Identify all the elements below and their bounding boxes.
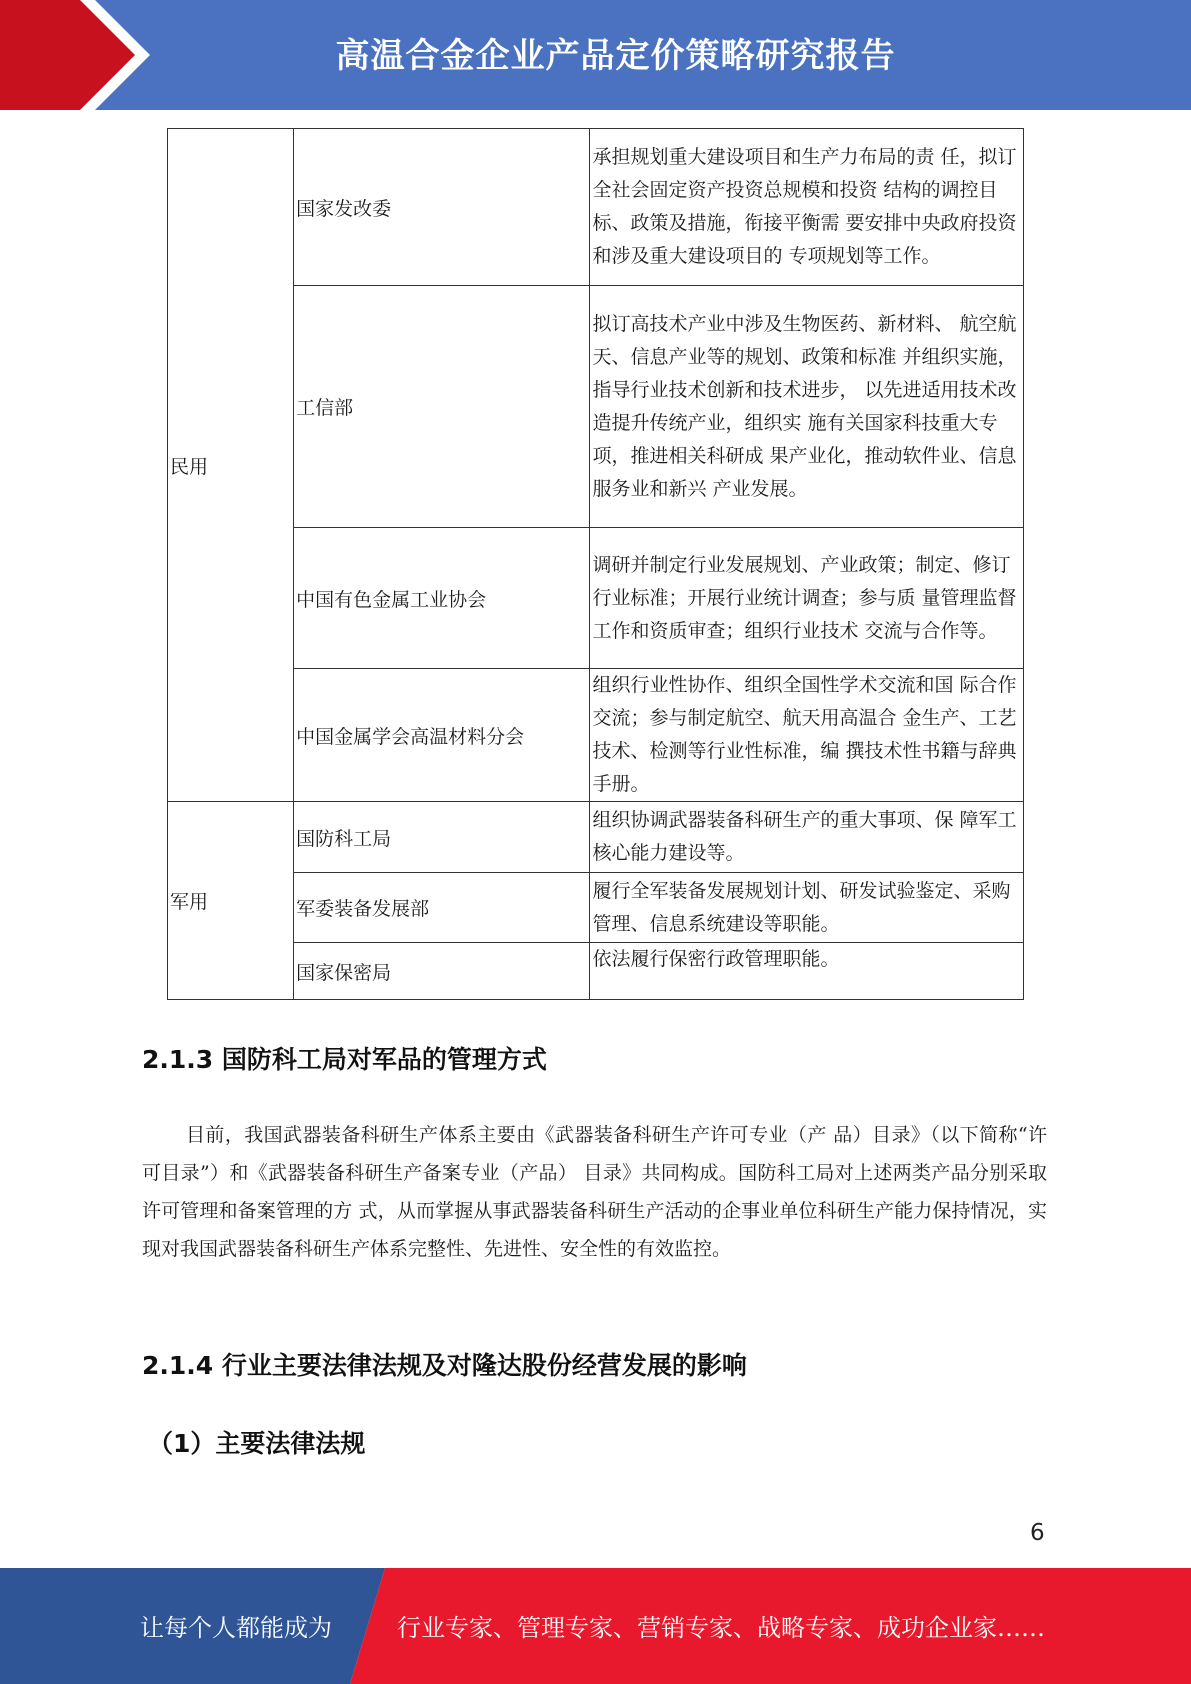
org-cell: 中国金属学会高温材料分会 <box>294 669 590 802</box>
report-title: 高温合金企业产品定价策略研究报告 <box>335 36 896 76</box>
table-row <box>168 528 1024 669</box>
duty-cell: 履行全军装备发展规划计划、研发试验鉴定、采购管理、信息系统建设等职能。 <box>590 873 1024 943</box>
category-cell: 军用 <box>168 802 294 1000</box>
org-cell: 国家保密局 <box>294 943 590 1000</box>
section-paragraph: 目前，我国武器装备科研生产体系主要由《武器装备科研生产许可专业（产 品）目录》（以下简称“许可目录”）和《武器装备科研生产备案专业（产品） 目录》共同构成。国防科工局对上述两类产品分别采取许可管理和备案管理的方 式，从而掌握从事武器装备科研生产活动的企事业单位科研生产能力保持情况，实现对我国武器装备科研生产体系完整性、先进性、安全性的有效监控。 <box>142 1124 1047 1260</box>
table-row <box>168 669 1024 802</box>
duty-cell: 拟订高技术产业中涉及生物医药、新材料、 航空航天、信息产业等的规划、政策和标准 并组织实施，指导行业技术创新和技术进步， 以先进适用技术改造提升传统产业，组织实 施有关国家科技重大专项，推进相关科研成 果产业化，推动软件业、信息服务业和新兴 产业发展。 <box>590 286 1024 528</box>
duty-cell: 依法履行保密行政管理职能。 <box>590 943 1024 1000</box>
footer-slogan-right: 行业专家、管理专家、营销专家、战略专家、成功企业家…… <box>397 1614 1045 1642</box>
table-row <box>168 873 1024 943</box>
org-cell: 工信部 <box>294 286 590 528</box>
footer-slogan-left: 让每个人都能成为 <box>140 1614 332 1642</box>
duty-cell: 调研并制定行业发展规划、产业政策；制定、修订行业标准；开展行业统计调查；参与质 量管理监督工作和资质审查；组织行业技术 交流与合作等。 <box>590 528 1024 669</box>
org-cell: 中国有色金属工业协会 <box>294 528 590 669</box>
org-cell: 国防科工局 <box>294 802 590 873</box>
org-cell: 国家发改委 <box>294 129 590 286</box>
section-heading-2-1-4: 2.1.4 行业主要法律法规及对隆达股份经营发展的影响 <box>142 1351 747 1380</box>
duty-cell: 组织协调武器装备科研生产的重大事项、保 障军工核心能力建设等。 <box>590 802 1024 873</box>
page-number: 6 <box>1030 1520 1045 1546</box>
footer-band <box>0 1568 1191 1684</box>
header-band <box>0 0 1191 110</box>
table-row <box>168 943 1024 1000</box>
section-heading-2-1-3: 2.1.3 国防科工局对军品的管理方式 <box>142 1045 547 1074</box>
table-row <box>168 129 1024 286</box>
duty-cell: 组织行业性协作、组织全国性学术交流和国 际合作交流；参与制定航空、航天用高温合 金生产、工艺技术、检测等行业性标准，编 撰技术性书籍与辞典手册。 <box>590 669 1024 802</box>
regulator-table <box>167 128 1024 1000</box>
subsection-heading: （1）主要法律法规 <box>148 1429 366 1458</box>
org-cell: 军委装备发展部 <box>294 873 590 943</box>
table-row <box>168 286 1024 528</box>
table-row <box>168 802 1024 873</box>
category-cell: 民用 <box>168 129 294 802</box>
duty-cell: 承担规划重大建设项目和生产力布局的责 任，拟订全社会固定资产投资总规模和投资 结构的调控目标、政策及措施，衔接平衡需 要安排中央政府投资和涉及重大建设项目的 专项规划等工作。 <box>590 129 1024 286</box>
header-arrow-icon <box>0 0 150 110</box>
